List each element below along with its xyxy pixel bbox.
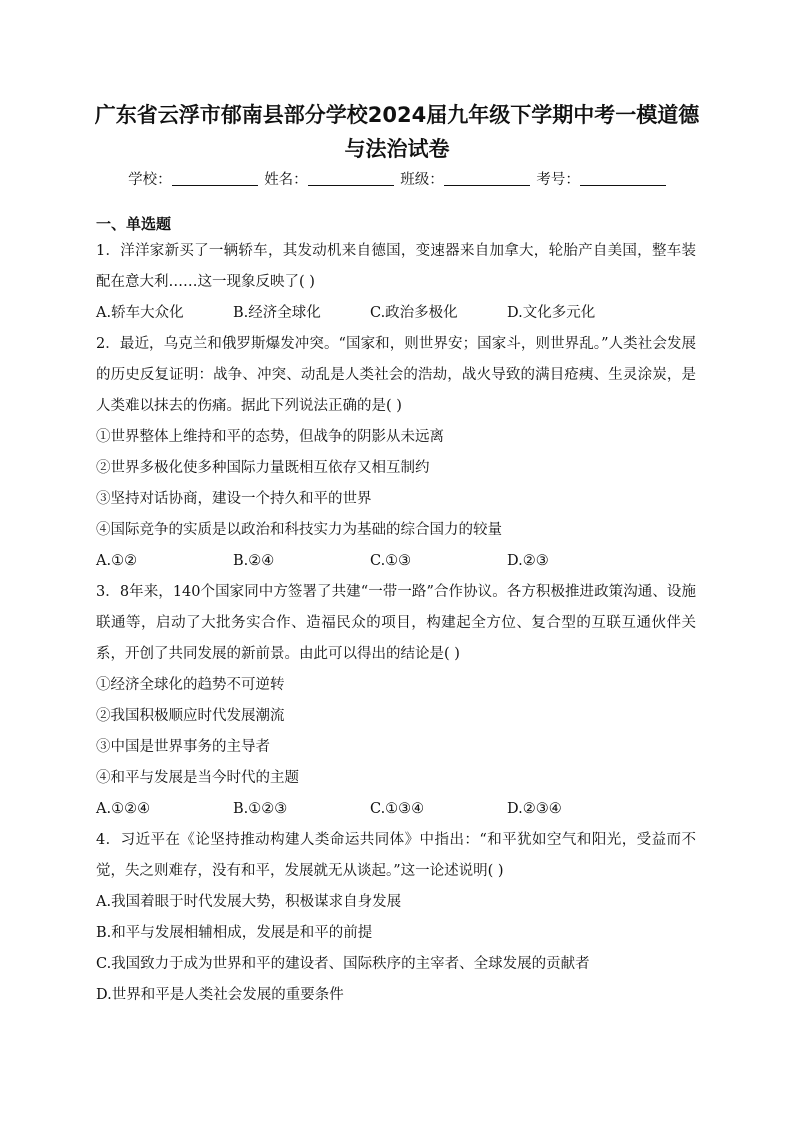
q4-option-b: B.和平与发展相辅相成，发展是和平的前提 xyxy=(96,925,373,941)
class-label: 班级： xyxy=(400,172,444,188)
q1-option-c: C.政治多极化 xyxy=(370,305,458,321)
q2-option-a: A.①② xyxy=(96,553,138,569)
q1-option-b: B.经济全球化 xyxy=(233,305,321,321)
q2-item-2: ②世界多极化使多种国际力量既相互依存又相互制约 xyxy=(96,460,430,476)
q4-option-c: C.我国致力于成为世界和平的建设者、国际秩序的主宰者、全球发展的贡献者 xyxy=(96,956,590,972)
q4-option-d: D.世界和平是人类社会发展的重要条件 xyxy=(96,987,344,1003)
school-label: 学校： xyxy=(128,172,172,188)
question-4-stem: 4．习近平在《论坚持推动构建人类命运共同体》中指出：“和平犹如空气和阳光，受益而不觉，失之则难存，没有和平，发展就无从谈起。”这一论述说明( ) xyxy=(96,832,696,879)
question-2-options xyxy=(96,546,696,577)
section-heading: 一、单选题 xyxy=(96,215,172,233)
q3-item-2: ②我国积极顺应时代发展潮流 xyxy=(96,708,285,724)
student-info-line xyxy=(0,168,794,192)
name-label: 姓名： xyxy=(264,172,308,188)
exam-no-label: 考号： xyxy=(536,172,580,188)
question-2-stem: 2．最近，乌克兰和俄罗斯爆发冲突。“国家和，则世界安；国家斗，则世界乱。”人类社会发展的历史反复证明：战争、冲突、动乱是人类社会的浩劫，战火导致的满目疮痍、生灵涂炭，是人类难以抹去的伤痛。据此下列说法正确的是( ) xyxy=(96,336,696,414)
exam-no-blank[interactable] xyxy=(580,171,666,186)
q1-option-a: A.轿车大众化 xyxy=(96,305,184,321)
q2-item-4: ④国际竞争的实质是以政治和科技实力为基础的综合国力的较量 xyxy=(96,522,502,538)
q2-option-c: C.①③ xyxy=(370,553,412,569)
q1-option-d: D.文化多元化 xyxy=(507,305,596,321)
question-3-options xyxy=(96,794,696,825)
q2-item-3: ③坚持对话协商，建设一个持久和平的世界 xyxy=(96,491,372,507)
name-blank[interactable] xyxy=(308,171,394,186)
q3-option-d: D.②③④ xyxy=(507,801,562,817)
q3-item-1: ①经济全球化的趋势不可逆转 xyxy=(96,677,285,693)
q3-option-c: C.①③④ xyxy=(370,801,425,817)
class-blank[interactable] xyxy=(444,171,530,186)
q4-option-a: A.我国着眼于时代发展大势，积极谋求自身发展 xyxy=(96,894,402,910)
questions xyxy=(96,236,696,1011)
page-title: 广东省云浮市郁南县部分学校2024届九年级下学期中考一模道德与法治试卷 xyxy=(94,103,700,161)
q2-item-1: ①世界整体上维持和平的态势，但战争的阴影从未远离 xyxy=(96,429,444,445)
q2-option-d: D.②③ xyxy=(507,553,549,569)
q3-item-4: ④和平与发展是当今时代的主题 xyxy=(96,770,299,786)
q3-option-b: B.①②③ xyxy=(233,801,288,817)
question-3-stem: 3．8年来，140个国家同中方签署了共建“一带一路”合作协议。各方积极推进政策沟通、设施联通等，启动了大批务实合作、造福民众的项目，构建起全方位、复合型的互联互通伙伴关系，开创了共同发展的新前景。由此可以得出的结论是( ) xyxy=(96,584,696,662)
question-1-options xyxy=(96,298,696,329)
school-blank[interactable] xyxy=(172,171,258,186)
question-1-stem: 1．洋洋家新买了一辆轿车，其发动机来自德国，变速器来自加拿大，轮胎产自美国，整车装配在意大利……这一现象反映了( ) xyxy=(96,243,696,290)
q3-option-a: A.①②④ xyxy=(96,801,151,817)
q3-item-3: ③中国是世界事务的主导者 xyxy=(96,739,270,755)
q2-option-b: B.②④ xyxy=(233,553,275,569)
